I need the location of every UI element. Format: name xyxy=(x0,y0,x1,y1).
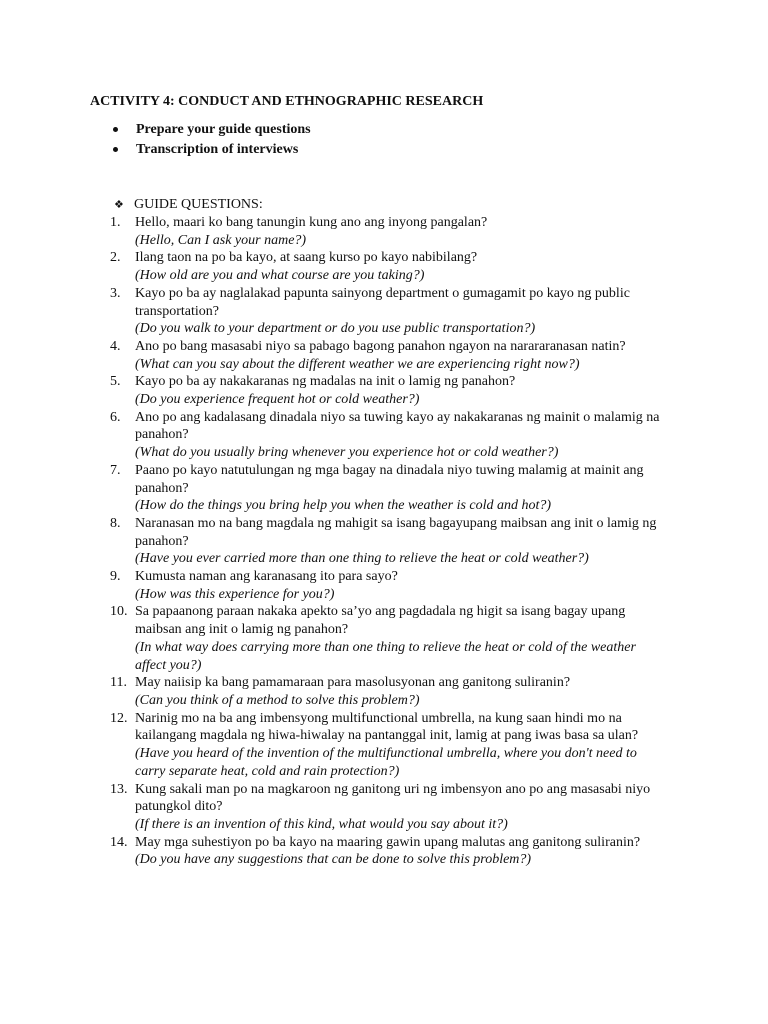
question-english: (In what way does carrying more than one thing to relieve the heat or cold of the weather affect you?) xyxy=(135,639,636,673)
question-english: (Do you experience frequent hot or cold weather?) xyxy=(135,392,420,408)
guide-questions-list xyxy=(110,214,670,869)
question-item xyxy=(110,373,670,408)
question-item xyxy=(110,515,670,568)
question-number: 13. xyxy=(110,781,128,797)
question-english: (If there is an invention of this kind, what would you say about it?) xyxy=(135,816,508,832)
question-number: 4. xyxy=(110,338,121,354)
question-item xyxy=(110,781,670,834)
question-item xyxy=(110,834,670,869)
question-english: (Can you think of a method to solve this problem?) xyxy=(135,692,420,708)
question-tagalog: Ano po bang masasabi niyo sa pabago bagong panahon ngayon na narararanasan natin? xyxy=(135,338,626,354)
question-tagalog: Sa papaanong paraan nakaka apekto sa’yo ang pagdadala ng higit sa isang bagay upang maibsan ang init o lamig ng panahon? xyxy=(135,604,626,638)
question-tagalog: Naranasan mo na bang magdala ng mahigit sa isang bagayupang maibsan ang init o lamig ng panahon? xyxy=(135,515,657,549)
question-tagalog: Kayo po ba ay naglalakad papunta sainyong department o gumagamit po kayo ng public transportation? xyxy=(135,285,630,319)
question-english: (Have you heard of the invention of the multifunctional umbrella, where you don't need to carry separate heat, cold and rain protection?) xyxy=(135,746,637,779)
task-item xyxy=(112,141,311,161)
question-english: (Hello, Can I ask your name?) xyxy=(135,232,307,248)
question-number: 8. xyxy=(110,515,121,531)
question-item xyxy=(110,409,670,462)
question-tagalog: Kung sakali man po na magkaroon ng ganitong uri ng imbensyon ano po ang masasabi niyo patungkol dito? xyxy=(135,781,651,815)
question-item xyxy=(110,710,670,781)
question-tagalog: Kumusta naman ang karanasang ito para sayo? xyxy=(135,569,398,585)
question-english: (How do the things you bring help you when the weather is cold and hot?) xyxy=(135,498,552,514)
question-number: 6. xyxy=(110,409,121,425)
document-title: ACTIVITY 4: CONDUCT AND ETHNOGRAPHIC RESEARCH xyxy=(90,94,484,109)
question-item xyxy=(110,462,670,515)
question-english: (Do you walk to your department or do you use public transportation?) xyxy=(135,321,536,337)
question-item xyxy=(110,674,670,709)
task-label: Transcription of interviews xyxy=(136,142,299,157)
question-item xyxy=(110,568,670,603)
question-tagalog: May mga suhestiyon po ba kayo na maaring gawin upang malutas ang ganitong suliranin? xyxy=(135,834,641,850)
question-number: 3. xyxy=(110,285,121,301)
question-item xyxy=(110,214,670,249)
task-label: Prepare your guide questions xyxy=(136,122,311,137)
question-item xyxy=(110,249,670,284)
task-list xyxy=(112,121,311,161)
question-tagalog: May naiisip ka bang pamamaraan para masolusyonan ang ganitong suliranin? xyxy=(135,675,571,691)
question-english: (What can you say about the different weather we are experiencing right now?) xyxy=(135,356,580,372)
question-number: 14. xyxy=(110,834,128,850)
task-item xyxy=(112,121,311,141)
question-tagalog: Ano po ang kadalasang dinadala niyo sa tuwing kayo ay nakakaranas ng mainit o malamig na panahon? xyxy=(135,409,660,443)
question-item xyxy=(110,603,670,674)
question-tagalog: Narinig mo na ba ang imbensyong multifunctional umbrella, na kung saan hindi mo na kailangang magdala ng hiwa-hiwalay na pantanggal init, lamig at pang iwas basa sa ulan? xyxy=(135,710,639,744)
question-number: 10. xyxy=(110,604,128,620)
question-number: 9. xyxy=(110,569,121,585)
question-item xyxy=(110,338,670,373)
question-tagalog: Kayo po ba ay nakakaranas ng madalas na init o lamig ng panahon? xyxy=(135,374,516,390)
section-heading-label: GUIDE QUESTIONS: xyxy=(134,197,263,212)
diamond-bullet-icon: ❖ xyxy=(114,199,124,211)
question-number: 12. xyxy=(110,710,128,726)
bullet-icon xyxy=(113,127,118,132)
question-tagalog: Ilang taon na po ba kayo, at saang kurso po kayo nabibilang? xyxy=(135,250,478,266)
question-english: (Have you ever carried more than one thing to relieve the heat or cold weather?) xyxy=(135,551,589,567)
question-number: 2. xyxy=(110,250,121,266)
question-item xyxy=(110,285,670,338)
question-number: 7. xyxy=(110,462,121,478)
section-heading xyxy=(114,196,263,215)
question-english: (What do you usually bring whenever you experience hot or cold weather?) xyxy=(135,445,559,461)
question-english: (How was this experience for you?) xyxy=(135,586,335,602)
bullet-icon xyxy=(113,147,118,152)
question-tagalog: Paano po kayo natutulungan ng mga bagay na dinadala niyo tuwing malamig at mainit ang panahon? xyxy=(135,462,644,496)
question-number: 11. xyxy=(110,675,127,691)
question-tagalog: Hello, maari ko bang tanungin kung ano ang inyong pangalan? xyxy=(135,215,488,230)
question-number: 5. xyxy=(110,374,121,390)
question-english: (How old are you and what course are you taking?) xyxy=(135,268,425,284)
question-english: (Do you have any suggestions that can be done to solve this problem?) xyxy=(135,852,532,868)
question-number: 1. xyxy=(110,215,121,230)
